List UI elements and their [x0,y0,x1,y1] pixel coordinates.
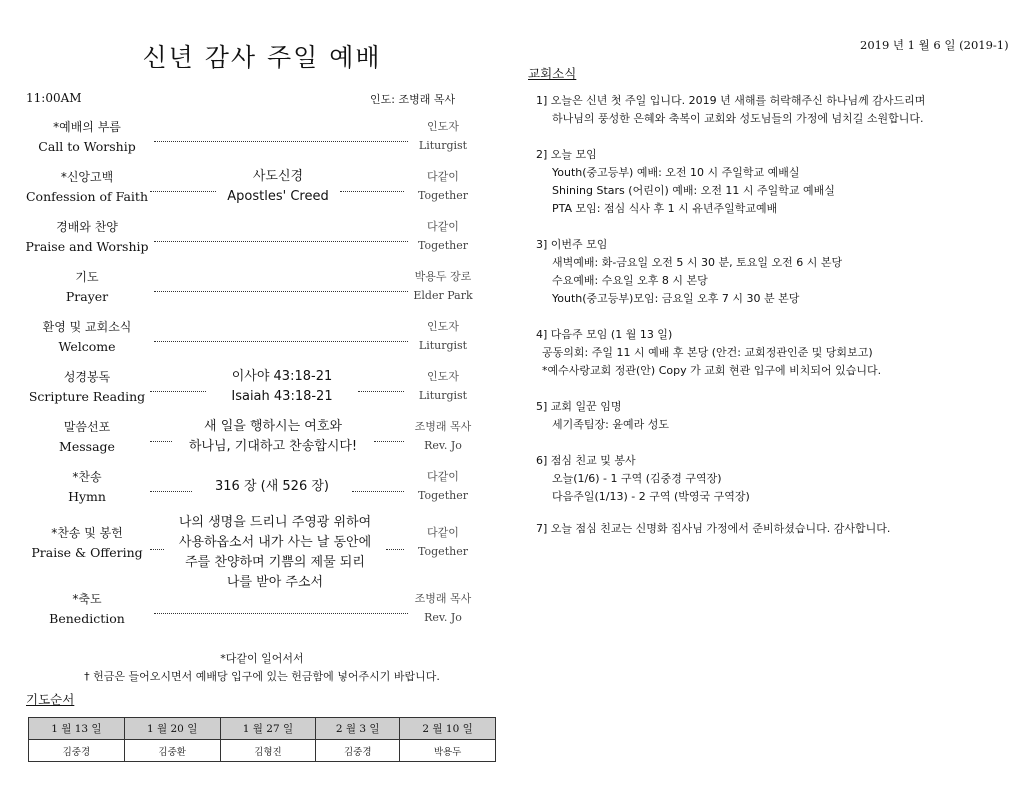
leader-dots [154,341,408,342]
leader-dots [150,191,216,192]
order-item-leader-en: Together [418,189,468,202]
order-item-title-ko: 말씀선포 [63,420,111,434]
order-item-leader-ko: 다같이 [427,526,459,539]
order-item-label [20,117,154,157]
leader-dots [352,491,404,492]
order-item-leader-en: Together [418,545,468,558]
bulletin-date: 2019 년 1 월 6 일 (2019-1) [860,38,1009,52]
order-item-detail-line: 이사야 43:18-21 [231,369,333,384]
order-item [0,417,520,457]
order-item-title-en: Welcome [58,339,116,354]
order-item-detail-line: 주를 찬양하며 기쁨의 제물 되리 [185,555,365,570]
order-item-leader-ko: 조병래 목사 [414,420,472,433]
order-item-leader [408,217,478,255]
order-item-detail-line: 316 장 (새 526 장) [215,479,329,494]
news-item [536,452,1006,506]
news-item-line: 다음주일(1/13) - 2 구역 (박영국 구역장) [552,490,750,503]
service-leader: 인도: 조병래 목사 [370,93,456,106]
news-item-line: 공동의회: 주일 11 시 예배 후 본당 (안건: 교회정관인준 및 당회보고) [542,346,873,359]
order-item-title-en: Praise & Offering [31,545,143,560]
order-item-title-ko: 기도 [75,270,99,284]
news-item-line: Youth(중고등부)모임: 금요일 오후 7 시 30 분 본당 [552,292,800,305]
order-item [0,467,520,507]
order-item [0,267,520,307]
order-item-detail [198,477,346,497]
leader-dots [150,491,192,492]
order-item [0,167,520,207]
news-item-head: 3] 이번주 모임 [536,238,608,251]
order-item-title-en: Praise and Worship [25,239,149,254]
order-item-title-ko: *예배의 부름 [53,120,121,134]
order-item-leader [408,167,478,205]
leader-dots [154,291,408,292]
order-item-title-ko: 경배와 찬양 [56,220,118,234]
leader-dots [154,141,408,142]
order-item-detail-line: 나를 받아 주소서 [226,575,324,590]
news-item-head: 6] 점심 친교 및 봉사 [536,454,636,467]
news-item-head: 2] 오늘 모임 [536,148,597,161]
order-item-leader [408,417,478,455]
order-item-leader [408,523,478,561]
order-item-title-ko: *신앙고백 [60,170,114,184]
order-item-label [20,417,154,457]
order-item-label [20,167,154,207]
order-item [0,513,520,593]
news-item [536,398,1006,434]
order-item-detail-line: 나의 생명을 드리니 주영광 위하여 [178,515,372,530]
order-item-leader-en: Liturgist [418,389,468,402]
order-item-leader-ko: 조병래 목사 [414,592,472,605]
leader-dots [150,549,164,550]
order-item-detail-line: Isaiah 43:18-21 [231,389,333,404]
prayer-heading: 기도순서 [26,692,75,707]
prayer-names-row [29,740,496,762]
order-item-label [20,367,154,407]
order-item [0,317,520,357]
prayer-date: 2 월 3 일 [316,718,400,740]
order-item-title-ko: *찬송 [72,470,102,484]
prayer-name: 김중경 [316,740,400,762]
news-item-line: 새벽예배: 화-금요일 오전 5 시 30 분, 토요일 오전 6 시 본당 [552,256,843,269]
leader-dots [340,191,404,192]
prayer-name: 박용두 [400,740,496,762]
order-item-detail [170,513,380,593]
prayer-date: 1 월 20 일 [124,718,220,740]
order-item-leader-ko: 인도자 [427,320,459,333]
news-item-head: 4] 다음주 모임 (1 월 13 일) [536,328,673,341]
order-item-leader-ko: 박용두 장로 [414,270,472,283]
order-item-leader-ko: 다같이 [427,470,459,483]
prayer-name: 김형진 [220,740,316,762]
order-item-leader-ko: 다같이 [427,220,459,233]
news-item [536,236,1006,308]
order-item-title-en: Call to Worship [38,139,136,154]
prayer-schedule-table [28,717,496,762]
order-item-label [20,589,154,629]
leader-dots [154,241,408,242]
prayer-name: 김중환 [124,740,220,762]
order-item-label [20,217,154,257]
order-item-leader-en: Rev. Jo [424,611,462,624]
leader-dots [154,613,408,614]
prayer-date: 1 월 13 일 [29,718,125,740]
prayer-date: 1 월 27 일 [220,718,316,740]
news-item [536,92,1006,128]
order-item-label [20,523,154,563]
order-item-leader-en: Together [418,489,468,502]
order-item-title-en: Message [59,439,115,454]
news-item-line: 오늘(1/6) - 1 구역 (김중경 구역장) [552,472,722,485]
order-item-leader [408,267,478,305]
leader-dots [358,391,404,392]
order-item-title-en: Benediction [49,611,125,626]
leader-dots [150,391,206,392]
leader-dots [150,441,172,442]
order-item-leader [408,117,478,155]
leader-dots [386,549,404,550]
news-item-head: 5] 교회 일꾼 임명 [536,400,622,413]
order-item-detail-line: 새 일을 행하시는 여호와 [204,419,342,434]
news-item-line: PTA 모임: 점심 식사 후 1 시 유년주일학교예배 [552,202,778,215]
news-item [536,326,1006,380]
news-item-line: Shining Stars (어린이) 예배: 오전 11 시 주일학교 예배실 [552,184,835,197]
prayer-dates-row [29,718,496,740]
offering-note: † 헌금은 들어오시면서 예배당 입구에 있는 헌금함에 넣어주시기 바랍니다. [84,670,440,683]
order-item-label [20,317,154,357]
news-heading: 교회소식 [528,66,577,81]
order-item [0,589,520,629]
order-item-detail [178,417,368,457]
order-item-leader [408,367,478,405]
order-item-detail-line: 사용하옵소서 내가 사는 날 동안에 [178,535,372,550]
news-item-head: 7] 오늘 점심 친교는 신명화 집사님 가정에서 준비하셨습니다. 감사합니다. [536,522,891,535]
stand-note: *다같이 일어서서 [220,652,304,665]
order-item-title-en: Confession of Faith [25,189,148,204]
leader-dots [374,441,404,442]
order-item-leader-en: Liturgist [418,339,468,352]
news-item-line: 수요예배: 수요일 오후 8 시 본당 [552,274,708,287]
prayer-name: 김중경 [29,740,125,762]
order-item-leader-en: Together [418,239,468,252]
order-item-title-en: Scripture Reading [28,389,146,404]
order-item-title-en: Hymn [68,489,106,504]
order-item-leader-en: Elder Park [413,289,473,302]
order-item-title-en: Prayer [65,289,109,304]
news-item-line: 하나님의 풍성한 은혜와 축복이 교회와 성도님들의 가정에 넘치길 소원합니다. [552,112,924,125]
order-item [0,217,520,257]
order-item-leader-ko: 다같이 [427,170,459,183]
news-item-head: 1] 오늘은 신년 첫 주일 입니다. 2019 년 새해를 허락해주신 하나님께 감사드리며 [536,94,926,107]
news-item-line: *예수사랑교회 정관(안) Copy 가 교회 현관 입구에 비치되어 있습니다. [542,364,882,377]
prayer-date: 2 월 10 일 [400,718,496,740]
news-item [536,146,1006,218]
order-item-label [20,467,154,507]
order-item-leader [408,467,478,505]
order-item-label [20,267,154,307]
order-item-detail-line: 하나님, 기대하고 찬송합시다! [188,439,358,454]
news-item-line: 세기족팀장: 윤예라 성도 [552,418,669,431]
order-item-title-ko: *축도 [72,592,102,606]
order-item-leader-ko: 인도자 [427,370,459,383]
order-item-title-ko: 성경봉독 [63,370,111,384]
order-item-leader-en: Liturgist [418,139,468,152]
order-item-detail-line: Apostles' Creed [227,189,329,204]
order-item-detail [222,167,334,207]
order-item-title-ko: 환영 및 교회소식 [42,320,132,334]
order-item-detail-line: 사도신경 [252,169,304,184]
order-item-leader-ko: 인도자 [427,120,459,133]
bulletin-title: 신년 감사 주일 예배 [142,43,382,72]
order-item-title-ko: *찬송 및 봉헌 [51,526,123,540]
news-item [536,520,1006,538]
order-item [0,117,520,157]
service-time: 11:00AM [26,91,82,105]
order-item-leader [408,317,478,355]
news-item-line: Youth(중고등부) 예배: 오전 10 시 주일학교 예배실 [552,166,800,179]
order-item [0,367,520,407]
order-item-leader-en: Rev. Jo [424,439,462,452]
order-item-detail [212,367,352,407]
order-item-leader [408,589,478,627]
